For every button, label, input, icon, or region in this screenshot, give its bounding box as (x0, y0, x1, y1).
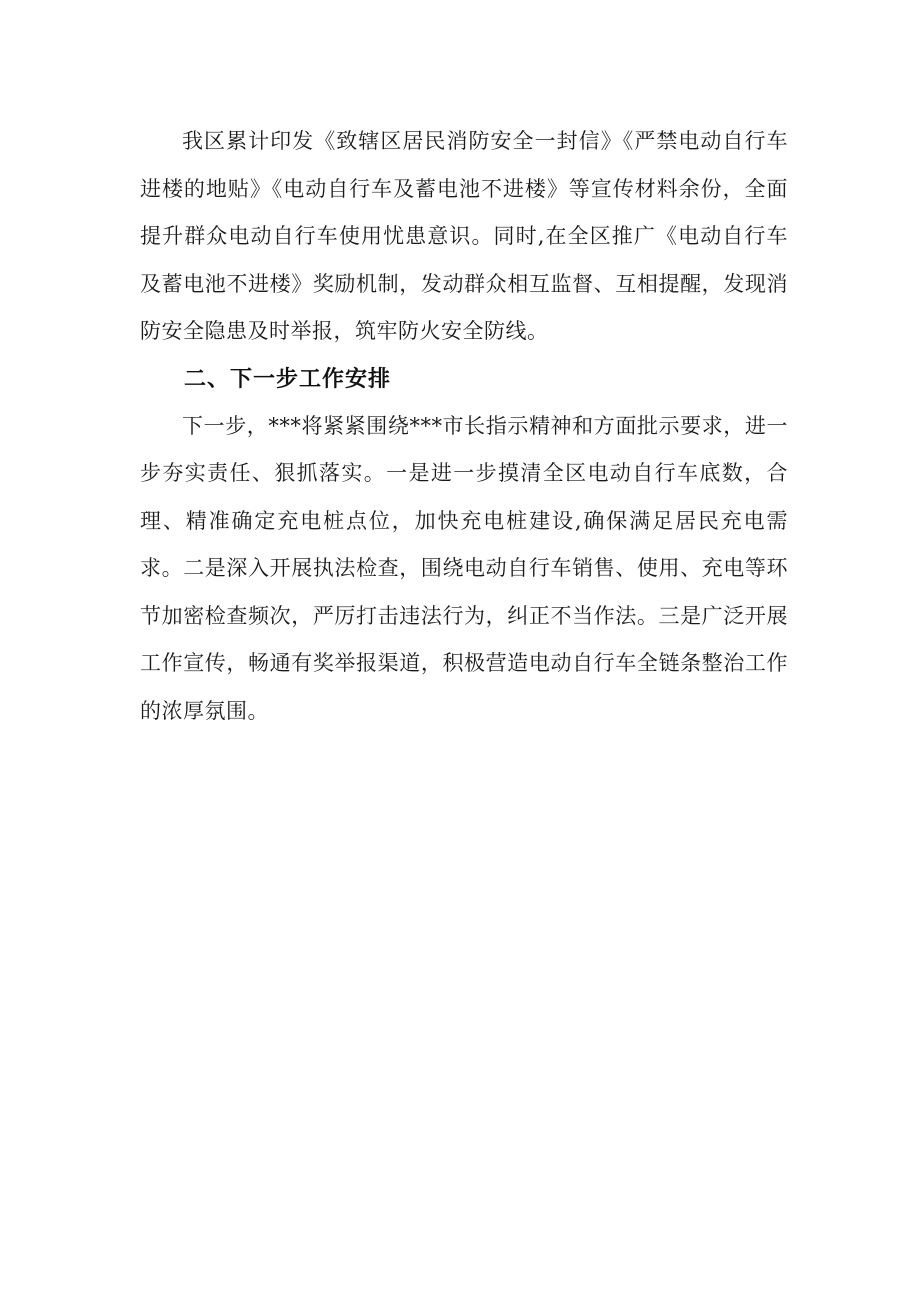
document-body (140, 118, 788, 735)
section-heading-next-steps: 二、下一步工作安排 (184, 366, 392, 392)
paragraph-next-steps: 下一步，***将紧紧围绕***市长指示精神和方面批示要求，进一步夯实责任、狠抓落实。一是进一步摸清全区电动自行车底数，合理、精准确定充电桩点位，加快充电桩建设,确保满足居民充电需求。二是深入开展执法检查，围绕电动自行车销售、使用、充电等环节加密检查频次，严厉打击违法行为，纠正不当作法。三是广泛开展工作宣传，畅通有奖举报渠道，积极营造电动自行车全链条整治工作的浓厚氛围。 (140, 413, 788, 723)
paragraph-publicity: 我区累计印发《致辖区居民消防安全一封信》《严禁电动自行车进楼的地贴》《电动自行车及蓄电池不进楼》等宣传材料余份，全面提升群众电动自行车使用忧患意识。同时,在全区推广《电动自行车及蓄电池不进楼》奖励机制，发动群众相互监督、互相提醒，发现消防安全隐患及时举报，筑牢防火安全防线。 (140, 129, 788, 343)
